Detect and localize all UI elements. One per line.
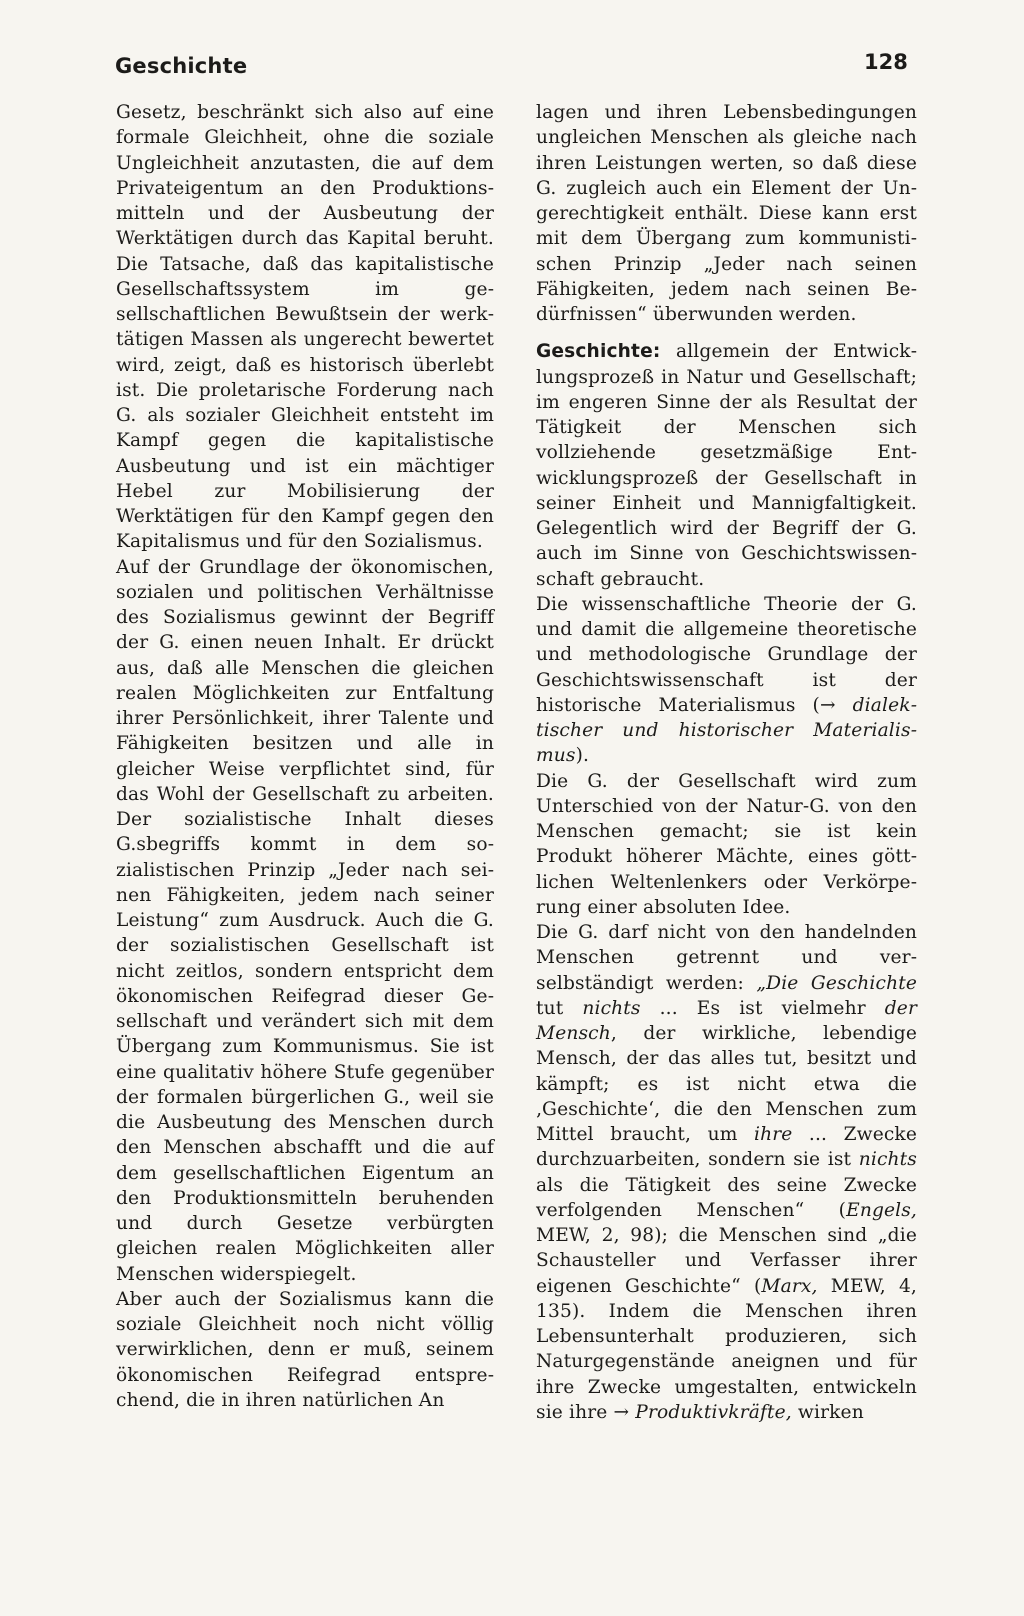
quotation-emphasis: ihre [753,1124,793,1145]
entry-text: allgemein der Entwicklungsprozeß in Natur und Gesellschaft; im engeren Sinne der als Resultat der Tätigkeit der Menschen sich vollziehende gesetzmäßige Entwicklungsprozeß der Gesellschaft in seiner Einheit und Mannigfaltigkeit. Gelegentlich wird der Begriff der G. auch im Sinne von Geschichtswissenschaft gebraucht. [536,341,917,590]
paragraph: Gesetz, beschränkt sich also auf eine formale Gleichheit, ohne die soziale Ungleichheit anzutasten, die auf dem Privateigentum an den Produktionsmitteln und der Ausbeutung der Werktätigen durch das Kapital beruht. Die Tatsache, daß das kapitalistische Gesellschaftssystem im gesellschaftlichen Bewußtsein der werktätigen Massen als ungerecht bewertet wird, zeigt, daß es historisch überlebt ist. Die proletarische Forderung nach G. als sozialer Gleichheit entsteht im Kampf gegen die kapitalistische Ausbeutung und ist ein mächtiger Hebel zur Mobilisierung der Werktätigen für den Kampf gegen den Kapitalismus und für den Sozialismus. [116,102,494,553]
text-run: Die G. darf nicht von den handelnden Menschen getrennt und verselbständigt werden: [536,922,917,994]
citation-author: Marx, [761,1275,818,1297]
paragraph: Die G. der Gesellschaft wird zum Unterschied von der Natur-G. von den Menschen gemacht; sie ist kein Produkt höherer Mächte, eines göttlichen Weltenlenkers oder Verkörperung einer absoluten Idee. [536,770,917,918]
entry-headword: Geschichte: [536,341,661,363]
text-run: ... Zwecke durchzuarbeiten, sondern sie ist [536,1124,917,1171]
cross-reference: Produktivkräfte, [629,1401,792,1423]
paragraph [536,592,917,769]
text-run: , der wirkliche, lebendige Mensch, der das alles tut, besitzt und kämpft; es ist nicht etwa die ‚Geschichte‘, die den Menschen zum Mittel braucht, um [536,1023,917,1145]
quotation-emphasis: nichts [582,997,641,1019]
quotation-emphasis: nichts [858,1149,917,1171]
cross-reference-arrow-icon: → [613,1401,630,1423]
left-column [116,100,494,1413]
quotation-emphasis: der Mensch [536,997,917,1044]
paragraph [536,920,917,1425]
cross-reference-arrow-icon: → [819,694,836,716]
text-run: ). [575,745,590,767]
text-run: MEW, 4, 135). Indem die Menschen ihren Lebensunterhalt produzieren, sich Naturgegenstände aneignen und für ihre Zwecke umgestalten, entwickeln sie ihre [536,1275,917,1423]
text-run: tut [536,997,583,1019]
right-column [536,100,917,1425]
text-run: wirken [791,1401,864,1423]
page-number: 128 [864,50,908,74]
dictionary-entry [536,339,917,592]
paragraph: lagen und ihren Lebensbedingungen ungleichen Menschen als gleiche nach ihren Leistungen werten, so daß diese G. zugleich auch ein Element der Ungerechtigkeit enthält. Diese kann erst mit dem Übergang zum kommunistischen Prinzip „Jeder nach seinen Fähigkeiten, jedem nach seinen Bedürfnissen“ überwunden werden. [536,102,917,325]
running-head: Geschichte [115,54,248,78]
text-run: ... Es ist vielmehr [640,997,885,1019]
text-run: Die wissenschaftliche Theorie der G. und damit die allgemeine theoretische und methodologische Grundlage der Geschichtswissenschaft ist der historische Materialismus ( [536,593,917,716]
paragraph: Aber auch der Sozialismus kann die soziale Gleichheit noch nicht völlig verwirklichen, denn er muß, seinem ökonomischen Reifegrad entsprechend, die in ihren natürlichen An [116,1288,494,1411]
quotation-emphasis: „Die Geschichte [756,972,917,994]
paragraph: Auf der Grundlage der ökonomischen, sozialen und politischen Verhältnisse des Sozialismus gewinnt der Begriff der G. einen neuen Inhalt. Er drückt aus, daß alle Menschen die gleichen realen Möglichkeiten zur Entfaltung ihrer Persönlichkeit, ihrer Talente und Fähigkeiten besitzen und alle in gleicher Weise verpflichtet sind, für das Wohl der Gesellschaft zu arbeiten. Der sozialistische Inhalt dieses G.sbegriffs kommt in dem sozialistischen Prinzip „Jeder nach seinen Fähigkeiten, jedem nach seiner Leistung“ zum Ausdruck. Auch die G. der sozialistischen Gesellschaft ist nicht zeitlos, sondern entspricht dem ökonomischen Reifegrad dieser Gesellschaft und verändert sich mit dem Übergang zum Kommunismus. Sie ist eine qualitativ höhere Stufe gegenüber der formalen bürgerlichen G., weil sie die Ausbeutung des Menschen durch den Menschen abschafft und die auf dem gesellschaftlichen Eigentum an den Produktionsmitteln beruhenden und durch Gesetze verbürgten gleichen realen Möglichkeiten aller Menschen widerspiegelt. [116,556,494,1285]
citation-author: Engels, [846,1199,917,1221]
text-run: als die Tätigkeit des seine Zwecke verfolgenden Menschen“ ( [536,1174,917,1221]
text-run: MEW, 2, 98); die Menschen sind „die Schausteller und Verfasser ihrer eigenen Geschichte“ ( [536,1225,917,1297]
cross-reference: dialektischer und historischer Materialismus [536,694,917,767]
